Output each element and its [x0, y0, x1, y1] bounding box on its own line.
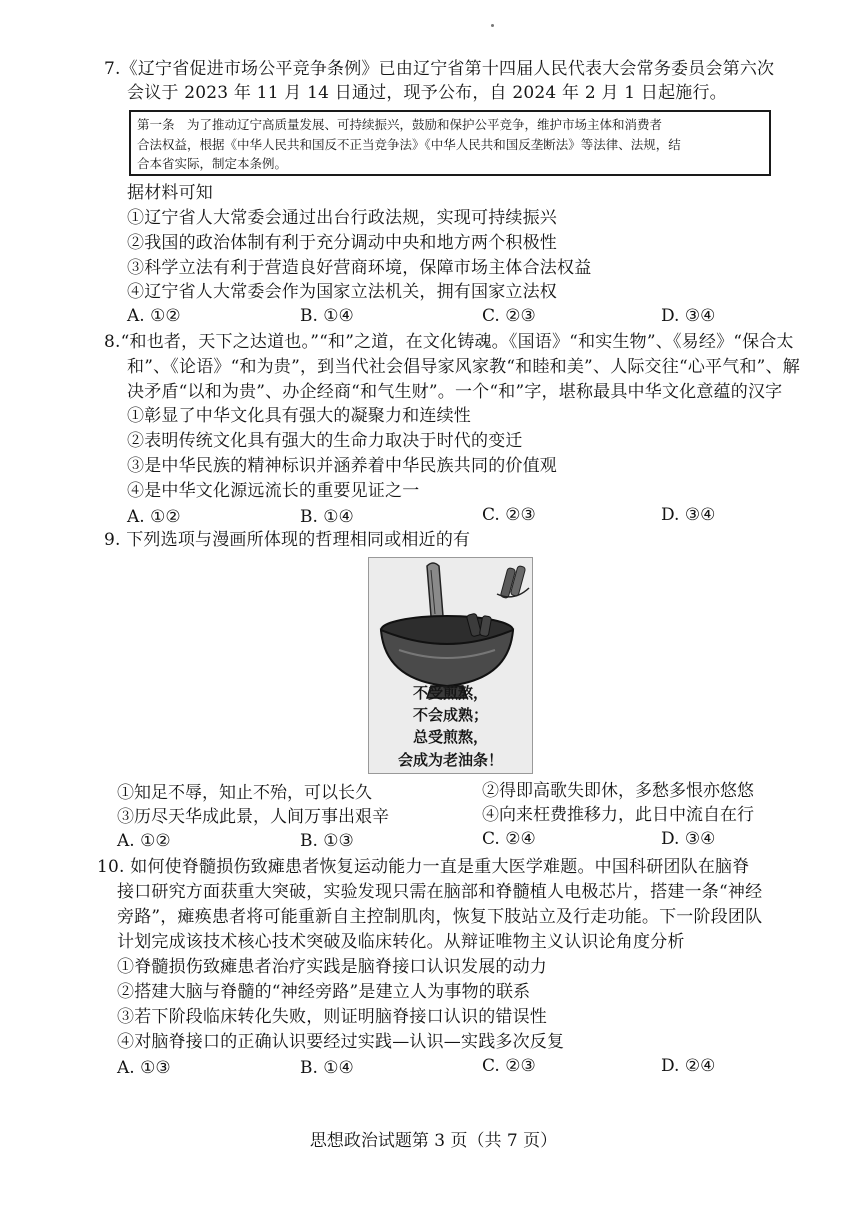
q10-option-a: A. ①③	[117, 1058, 171, 1078]
q10-item-1: ①脊髓损伤致瘫患者治疗实践是脑脊接口认识发展的动力	[117, 957, 547, 977]
q8-line-2: 和”、《论语》“和为贵”，到当代社会倡导家风家教“和睦和美”、人际交往“心平气和”、解	[127, 357, 800, 377]
cartoon-caption-2: 不会成熟；	[412, 706, 488, 724]
page-footer: 思想政治试题第 3 页（共 7 页）	[309, 1131, 558, 1151]
q10-line-2: 接口研究方面获重大突破，实验发现只需在脑部和脊髓植人电极芯片，搭建一条“神经	[117, 882, 763, 902]
q8-item-2: ②表明传统文化具有强大的生命力取决于时代的变迁	[127, 431, 523, 451]
q7-line-1: 7.《辽宁省促进市场公平竞争条例》已由辽宁省第十四届人民代表大会常务委员会第六次	[104, 59, 775, 79]
q10-option-c: C. ②③	[482, 1056, 536, 1076]
q7-item-1: ①辽宁省人大常委会通过出台行政法规，实现可持续振兴	[127, 208, 557, 228]
q8-item-1: ①彰显了中华文化具有强大的凝聚力和连续性	[127, 406, 471, 426]
q8-line-1: 8.“和也者，天下之达道也。”“和”之道，在文化铸魂。《国语》“和实生物”、《易经》“保合太	[104, 332, 794, 352]
q7-quote-box	[129, 110, 771, 176]
cartoon-caption-3: 总受煎熬，	[412, 728, 488, 746]
q10-line-4: 计划完成该技术核心技术突破及临床转化。从辩证唯物主义认识论角度分析	[117, 932, 685, 952]
q9-option-c: C. ②④	[482, 829, 536, 849]
q7-box-line-1: 第一条 为了推动辽宁高质量发展、可持续振兴，鼓励和保护公平竞争，维护市场主体和消费者	[137, 117, 663, 132]
q10-option-d: D. ②④	[661, 1056, 716, 1076]
q7-option-b: B. ①④	[300, 306, 354, 326]
q9-option-d: D. ③④	[661, 829, 716, 849]
q7-box-line-3: 合本省实际，制定本条例。	[137, 156, 288, 171]
fried-dough-cartoon	[368, 557, 533, 774]
q7-option-a: A. ①②	[127, 306, 181, 326]
q9-item-2: ②得即高歌失即休，多愁多恨亦悠悠	[482, 781, 754, 801]
q10-line-1: 10. 如何使脊髓损伤致瘫患者恢复运动能力一直是重大医学难题。中国科研团队在脑脊	[97, 857, 750, 877]
q8-item-3: ③是中华民族的精神标识并涵养着中华民族共同的价值观	[127, 456, 557, 476]
q9-item-4: ④向来枉费推移力，此日中流自在行	[482, 805, 754, 825]
cartoon-caption-4: 会成为老油条！	[397, 751, 503, 769]
q7-item-3: ③科学立法有利于营造良好营商环境，保障市场主体合法权益	[127, 258, 592, 278]
q7-option-c: C. ②③	[482, 306, 536, 326]
q10-item-2: ②搭建大脑与脊髓的“神经旁路”是建立人为事物的联系	[117, 982, 531, 1002]
q9-stem: 9. 下列选项与漫画所体现的哲理相同或相近的有	[104, 530, 471, 550]
q8-option-a: A. ①②	[127, 507, 181, 527]
q7-item-4: ④辽宁省人大常委会作为国家立法机关，拥有国家立法权	[127, 282, 557, 302]
cartoon-caption-1: 不受煎熬，	[412, 684, 488, 702]
q9-item-3: ③历尽天华成此景，人间万事出艰辛	[117, 807, 389, 827]
q10-option-b: B. ①④	[300, 1058, 354, 1078]
scan-speck	[491, 24, 494, 27]
q10-item-3: ③若下阶段临床转化失败，则证明脑脊接口认识的错误性	[117, 1007, 547, 1027]
q10-item-4: ④对脑脊接口的正确认识要经过实践—认识—实践多次反复	[117, 1032, 565, 1052]
q9-option-b: B. ①③	[300, 831, 354, 851]
q7-box-line-2: 合法权益，根据《中华人民共和国反不正当竞争法》《中华人民共和国反垄断法》等法律、法规，结	[137, 136, 681, 152]
q7-option-d: D. ③④	[661, 306, 716, 326]
q8-item-4: ④是中华文化源远流长的重要见证之一	[127, 481, 420, 501]
q8-option-c: C. ②③	[482, 505, 536, 525]
q8-option-d: D. ③④	[661, 505, 716, 525]
q7-line-2: 会议于 2023 年 11 月 14 日通过，现予公布，自 2024 年 2 月 1 日起施行。	[127, 83, 727, 103]
q7-item-2: ②我国的政治体制有利于充分调动中央和地方两个积极性	[127, 233, 557, 253]
q8-line-3: 决矛盾“以和为贵”、办企经商“和气生财”。一个“和”字，堪称最具中华文化意蕴的汉字	[127, 382, 783, 402]
q9-item-1: ①知足不辱，知止不殆，可以长久	[117, 783, 372, 803]
q8-option-b: B. ①④	[300, 507, 354, 527]
q10-line-3: 旁路”，瘫痪患者将可能重新自主控制肌肉，恢复下肢站立及行走功能。下一阶段团队	[117, 907, 763, 927]
q9-option-a: A. ①②	[117, 831, 171, 851]
q7-stem: 据材料可知	[127, 183, 213, 203]
